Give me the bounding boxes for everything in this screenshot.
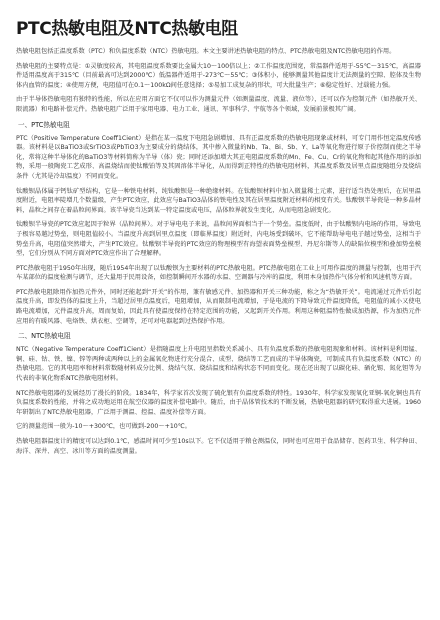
ptc-paragraph: PTC（Positive Temperature Coeff1Cient）是指在某一温度下电阻急剧增加、具有正温度系数的热敏电阻现象或材料，可专门用作恒定温度传感器。该材料是以BaTiO3或SrTiO3或PbTiO3为主要成分的烧结体，其中掺入微量的Nb、Ta、Bi、Sb、Y、La等氧化物进行原子价控制而使之半导化，常将这种半导体化的BaTiO3等材料简称为半导（体）瓷；同时还添加增大其正电阻温度系数的Mn、Fe、Cu、Cr的氧化物和起其他作用的添加物，采用一般陶瓷工艺成形、高温烧结而使钛酸铂等及其固溶体半导化，从而得到正特性的热敏电阻材料，其温度系数及居里点温度随组分及烧结条件（尤其是冷却温度）不同而变化。 bbox=[16, 134, 421, 180]
section-heading-ptc: 一、PTC热敏电阻 bbox=[18, 120, 70, 129]
intro-paragraph: 热敏电阻的主要特点是：①灵敏度较高，其电阻温度系数要比金属大10～100倍以上；②工作温度范围宽，常温器件适用于-55℃～315℃，高温器件适用温度高于315℃（目前最高可达到2000℃）低温器件适用于-273℃～55℃；③体积小，能够测量其他温度计无法测量的空隙、腔体及生物体内血管的温度；④使用方便，电阻值可在0.1～100kΩ间任意选择；⑤易加工成复杂的形状，可大批量生产；⑥稳定性好、过载能力强。 bbox=[16, 62, 421, 89]
ntc-paragraph: 热敏电阻器温度计的精度可以达到0.1℃，感温时间可少至10s以下。它不仅适用于粮仓测温仪，同时也可应用于食品储存、医药卫生、科学种田、海洋、深井、高空、冰川等方面的温度测量。 bbox=[16, 438, 421, 455]
ntc-paragraph: 它的测量范围一般为-10～+300℃，也可做到-200～+10℃。 bbox=[16, 423, 192, 431]
intro-paragraph: 热敏电阻包括正温度系数（PTC）和负温度系数（NTC）热敏电阻。本文主要讲述热敏电阻的特点、PTC热敏电阻及NTC热敏电阻的作用。 bbox=[16, 48, 396, 55]
ptc-paragraph: 钛酸钡晶体属于钙钛矿型结构，它是一种铁电材料，纯钛酸钡是一种绝缘材料。在钛酸钡材料中加入微量稀土元素，进行适当热处理后，在居里温度附近，电阻率陡增几个数量级，产生PTC效应，此效应与BaTiO3晶体的铁电性及其在居里温度附近材料的相变有关。钛酸钡半导瓷是一种多晶材料，晶粒之间存在着晶粒间界面。该半导瓷当达到某一特定温度或电压，晶体粒界就发生变化，从而电阻急剧变化。 bbox=[16, 187, 421, 214]
ntc-paragraph: NTC（Negative Temperature Coeff1Cient）是指随温度上升电阻呈指数关系减小、具有负温度系数的热敏电阻现象和材料。该材料是利用锰、铜、硅、钴、铁、镍、锌等两种或两种以上的金属氧化物进行充分混合、成型、烧结等工艺而成的半导体陶瓷，可制成具有负温度系数（NTC）的热敏电阻。它的其电阻率和材料常数随材料成分比例、烧结气氛、烧结温度和结构状态不同而变化。现在还出现了以碳化硅、硒化锡、氮化钽等为代表的非氧化物系NTC热敏电阻材料。 bbox=[16, 346, 421, 383]
ntc-paragraph: NTC热敏电阻器的发展经历了漫长的阶段。1834年，科学家首次发现了硫化银有负温度系数的特性。1930年，科学家发现氧化亚铜-氧化铜也具有负温度系数的性能，并将之成功地运用在航空仪器的温度补偿电路中。随后，由于晶体管技术的不断发展，热敏电阻器的研究取得重大进展。1960年研制出了NTC热敏电阻器，广泛用于测温、控温、温度补偿等方面。 bbox=[16, 389, 421, 416]
ptc-paragraph: PTC热敏电阻于1950年出现，随后1954年出现了以钛酸钡为主要材料的PTC热敏电阻。PTC热敏电阻在工业上可用作温度的测量与控制，也用于汽车某部位的温度检测与调节，还大量用于民用设备，如控制瞬间开水器的水温、空调器与冷库的温度，利用本身加热作气体分析和风速机等方面。 bbox=[16, 264, 421, 282]
intro-paragraph: 由于半导体热敏电阻有独特的性能，所以在应用方面它不仅可以作为测量元件（如测量温度、流量、液位等），还可以作为控制元件（如热敏开关、限流器）和电路补偿元件。热敏电阻广泛用于家用电器、电力工业、通讯、军事科学、宇航等各个领域，发展前景极其广阔。 bbox=[16, 96, 421, 113]
section-heading-ntc: 二、NTC热敏电阻 bbox=[18, 332, 71, 341]
document-title: PTC热敏电阻及NTC热敏电阻 bbox=[16, 19, 238, 39]
ptc-paragraph: 钛酸钡半导瓷的PTC效应起因于粒界（晶粒间界）。对于导电电子来说，晶粒间界面相当于一个势垒。温度低时，由于钛酸钡内电场的作用，导致电子极容易越过势垒，则电阻值较小。当温度升高到居里点温度（即临界温度）附近时，内电场受到破坏，它不能帮助导电电子越过势垒，这相当于势垒升高，电阻值突然增大，产生PTC效应。钛酸钡半导瓷的PTC效应的物理模型有海望表面势垒模型、丹尼尔斯等人的缺陷位模型和叠加势垒模型，它们分别从不同方面对PTC效应作出了合理解释。 bbox=[16, 221, 421, 258]
ptc-paragraph: PTC热敏电阻除用作加热元件外，同时还能起到“开关”的作用，兼有敏感元件、加热器和开关三种功能，称之为“热敏开关”。电流通过元件后引起温度升高，即发热体的温度上升，当超过居里点温度后，电阻增加，从而限制电流增加，于是电流的下降导致元件温度降低，电阻值的减小又使电路电流增加，元件温度升高，周而复始，因此具有使温度保持在特定范围的功能，又起到开关作用。利用这种阻温特性做成加热源，作为加热元件应用的有暖风器、电烙铁、烘衣柜、空调等，还可对电器起到过热保护作用。 bbox=[16, 288, 421, 325]
